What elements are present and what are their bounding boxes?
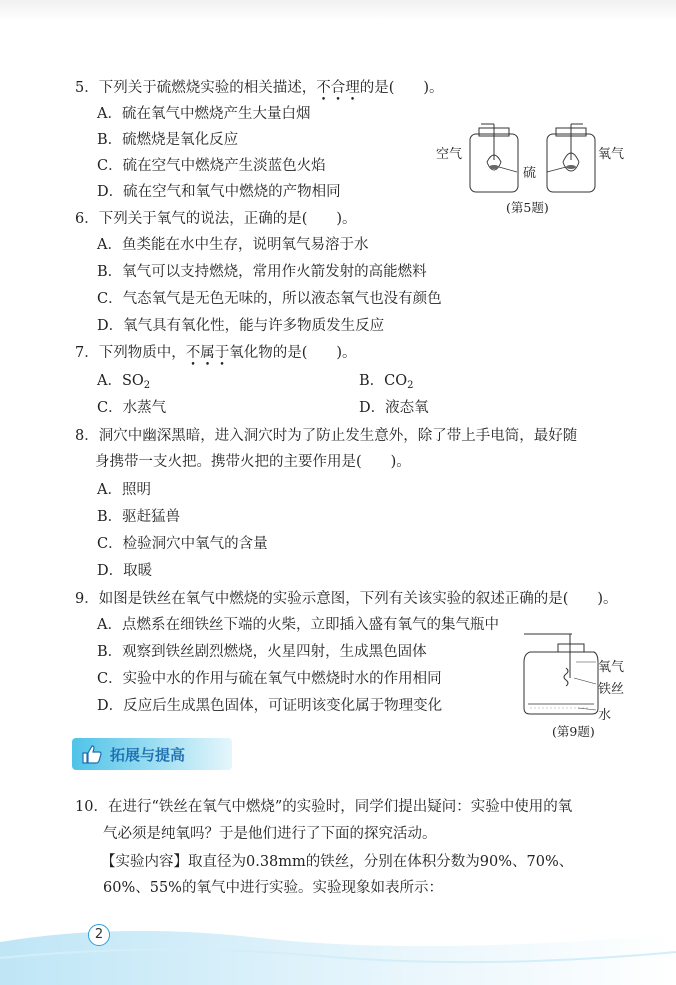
q9-figure xyxy=(520,628,600,720)
q6-option-b: B．氧气可以支持燃烧，常用作火箭发射的高能燃料 xyxy=(97,264,427,280)
q7-option-a-text: A．SO xyxy=(97,373,144,389)
q5-option-a: A．硫在氧气中燃烧产生大量白烟 xyxy=(97,106,311,122)
q9-label-oxygen: 氧气 xyxy=(598,660,625,675)
q8-stem-line2: 身携带一支火把。携带火把的主要作用是( )。 xyxy=(95,454,411,470)
q5-label-sulfur: 硫 xyxy=(523,166,537,181)
q5-option-b: B．硫燃烧是氧化反应 xyxy=(97,132,239,148)
q8-option-b: B．驱赶猛兽 xyxy=(97,509,181,525)
q7-emph-char: 于 xyxy=(214,345,230,361)
q6-option-c: C．气态氧气是无色无味的，所以液态氧气也没有颜色 xyxy=(97,291,442,307)
bottom-wave-decoration xyxy=(0,912,676,985)
q7-option-c: C．水蒸气 xyxy=(97,400,167,416)
q9-option-c: C．实验中水的作用与硫在氧气中燃烧时水的作用相同 xyxy=(97,671,442,687)
q7-emph-char: 属 xyxy=(200,345,215,361)
q5-emph-char: 合 xyxy=(330,80,346,96)
q7-option-a-subscript: 2 xyxy=(143,380,151,391)
q5-emph-char: 理 xyxy=(345,80,360,96)
q7-option-b-subscript: 2 xyxy=(407,380,414,391)
q7-option-b xyxy=(359,371,414,396)
q8-option-c: C．检验洞穴中氧气的含量 xyxy=(97,536,268,552)
q7-option-d: D．液态氧 xyxy=(359,400,429,416)
page-number: 2 xyxy=(88,924,110,946)
q5-label-oxygen: 氧气 xyxy=(598,147,625,162)
q8-stem-line1: 8．洞穴中幽深黑暗，进入洞穴时为了防止发生意外，除了带上手电筒，最好随 xyxy=(75,428,578,444)
q10-line1: 10．在进行“铁丝在氧气中燃烧”的实验时，同学们提出疑问：实验中使用的氧 xyxy=(75,799,573,815)
q7-stem-tail: 氧化物的是( )。 xyxy=(229,345,357,361)
q10-line4: 60%、55%的氧气中进行实验。实验现象如表所示： xyxy=(103,880,443,896)
q5-stem-tail: 的是( )。 xyxy=(359,80,444,96)
q5-caption: (第5题) xyxy=(506,200,549,215)
q8-option-d: D．取暖 xyxy=(97,563,153,579)
q6-option-d: D．氧气具有氧化性，能与许多物质发生反应 xyxy=(97,318,385,334)
q9-option-b: B．观察到铁丝剧烈燃烧，火星四射，生成黑色固体 xyxy=(97,644,427,660)
q8-option-a: A．照明 xyxy=(97,482,151,498)
q9-option-d: D．反应后生成黑色固体，可证明该变化属于物理变化 xyxy=(97,698,443,714)
q9-label-water: 水 xyxy=(598,708,612,723)
q5-option-c: C．硫在空气中燃烧产生淡蓝色火焰 xyxy=(97,158,326,174)
top-band xyxy=(0,0,676,20)
q9-label-wire: 铁丝 xyxy=(598,682,625,697)
q5-emph-char: 不 xyxy=(316,80,331,96)
q5-label-air: 空气 xyxy=(436,147,463,162)
q9-option-a: A．点燃系在细铁丝下端的火柴，立即插入盛有氧气的集气瓶中 xyxy=(97,617,499,633)
section-title: 拓展与提高 xyxy=(110,746,186,764)
q5-stem xyxy=(75,78,444,98)
q5-stem-text: 5．下列关于硫燃烧实验的相关描述， xyxy=(75,80,317,96)
q7-emph-char: 不 xyxy=(185,345,201,361)
q10-line3: 【实验内容】取直径为0.38mm的铁丝，分别在体积分数为90%、70%、 xyxy=(101,854,574,870)
q7-option-a xyxy=(97,371,150,396)
q6-option-a: A．鱼类能在水中生存，说明氧气易溶于水 xyxy=(97,237,369,253)
q7-stem xyxy=(75,343,357,363)
thumbs-up-icon xyxy=(80,742,104,766)
section-heading xyxy=(72,738,232,770)
q7-option-b-text: B．CO xyxy=(359,373,408,389)
q9-stem: 9．如图是铁丝在氧气中燃烧的实验示意图，下列有关该实验的叙述正确的是( )。 xyxy=(75,591,618,607)
q5-option-d: D．硫在空气和氧气中燃烧的产物相同 xyxy=(97,184,341,200)
q10-line2: 气必须是纯氧吗？于是他们进行了下面的探究活动。 xyxy=(103,826,437,842)
q7-stem-text: 7．下列物质中， xyxy=(75,345,186,361)
q6-stem: 6．下列关于氧气的说法，正确的是( )。 xyxy=(75,211,357,227)
q9-caption: (第9题) xyxy=(552,724,595,739)
